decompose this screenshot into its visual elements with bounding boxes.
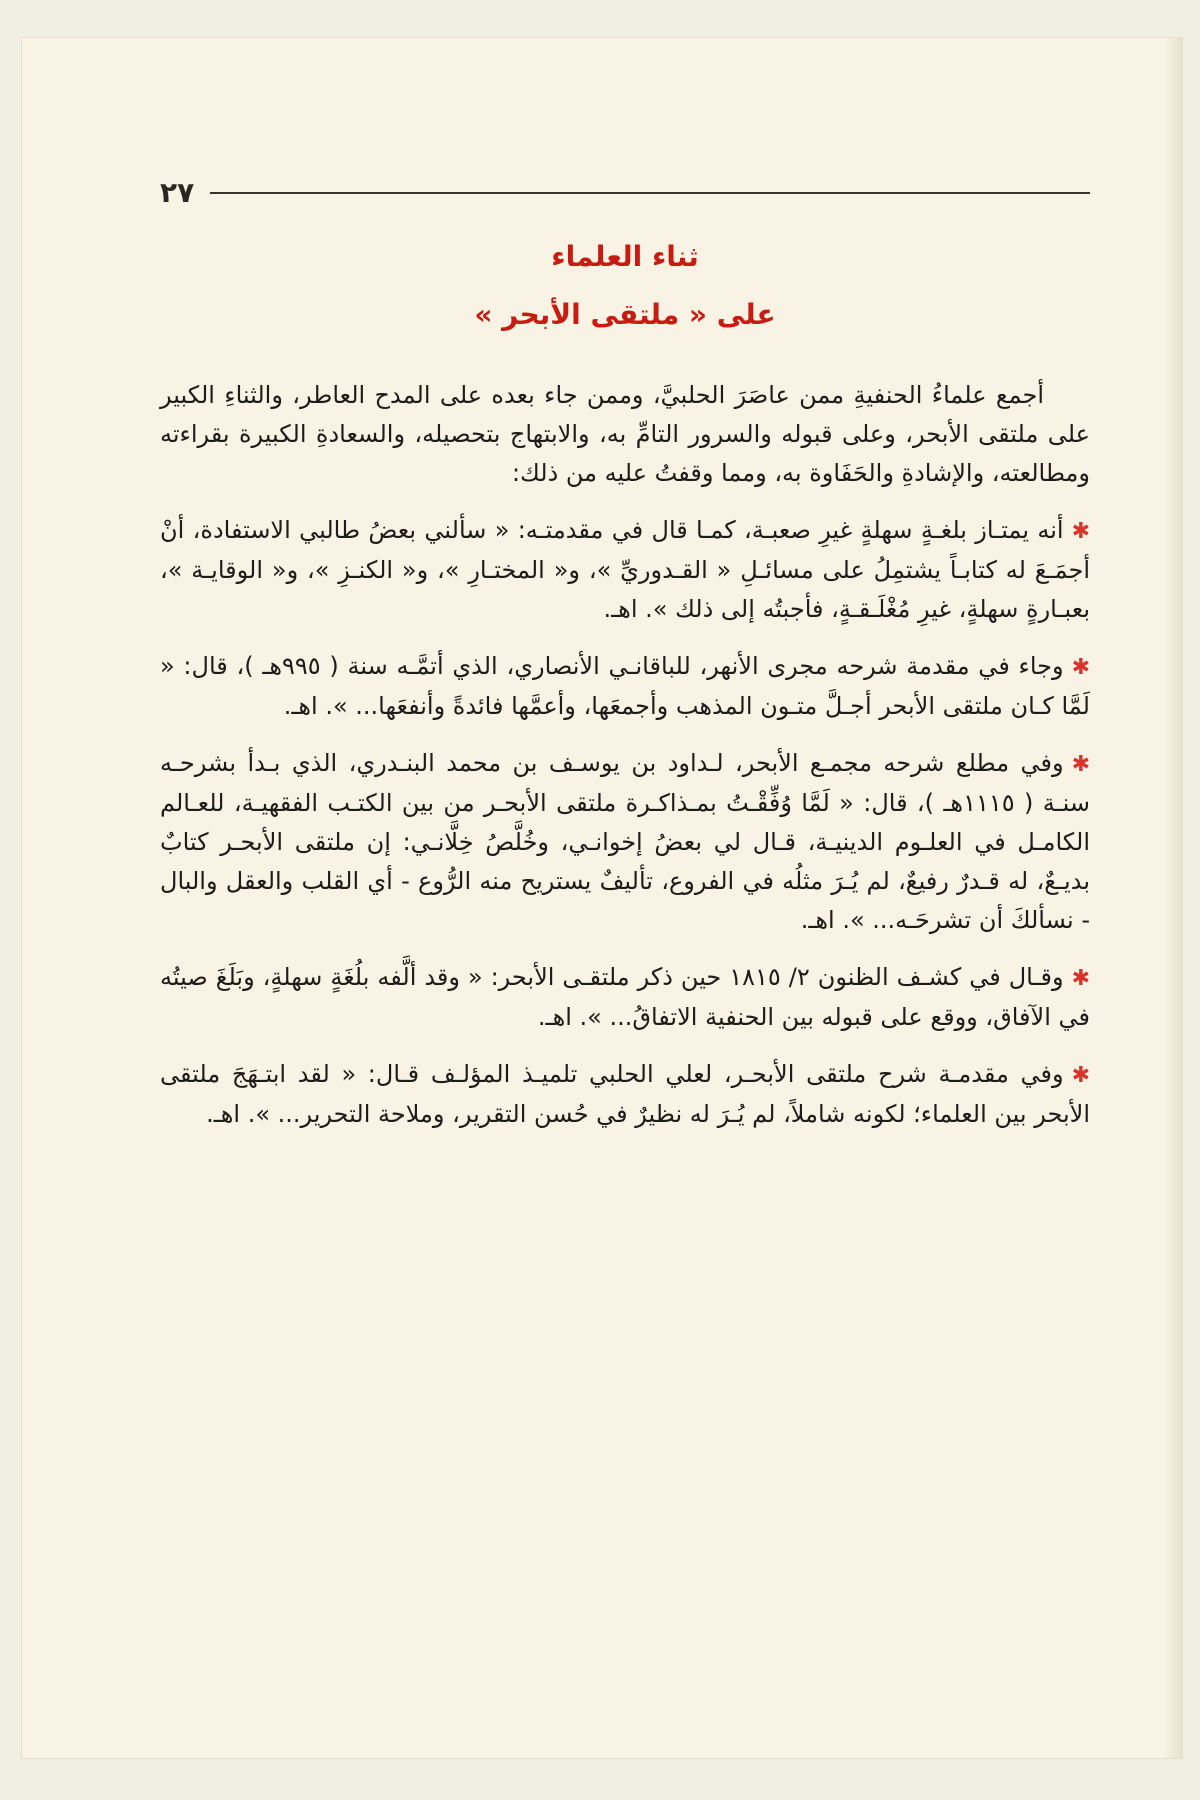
section-title: ثناء العلماء [551, 240, 699, 273]
body-text [160, 376, 1090, 1152]
paragraph-text: وقـال في كشـف الظنون ٢/ ١٨١٥ حين ذكر ملتقـى الأبحر: « وقد ألَّفه بلُغَةٍ سهلةٍ، وبَلَغَ صيتُه في الآفاق، ووقع على قبوله بين الحنفية الاتفاقُ... ». اهـ. [160, 963, 1090, 1031]
header-rule [210, 192, 1090, 194]
paragraph-quote [160, 1055, 1090, 1134]
paragraph-quote [160, 958, 1090, 1037]
paragraph-text: وفي مطلع شرحه مجمـع الأبحر، لـداود بن يوسـف بن محمد البنـدري، الذي بـدأ بشرحـه سنـة ( ١١١٥هـ )، قال: « لَمَّا وُفِّقْـتُ بمـذاكـرة ملتقى الأبحـر من بين الكتـب الفقهيـة، للعـالم الكامـل في العلـوم الدينيـة، قـال لي بعضُ إخوانـي، وخُلَّصُ خِلَّانـي: إن ملتقى الأبحـر كتابٌ بديـعٌ، له قـدرٌ رفيعٌ، لم يُـرَ مثلُه في الفروع، تأليفٌ يستريح منه الرُّوع - أي القلب والعقل والبال - نسألكَ أن تشرحَـه... ». اهـ. [160, 749, 1090, 934]
page-number: ٢٧ [160, 176, 195, 209]
star-bullet-icon: ✱ [1071, 752, 1090, 777]
paragraph-quote [160, 647, 1090, 726]
paragraph-text: وفي مقدمـة شرح ملتقى الأبحـر، لعلي الحلبي تلميـذ المؤلـف قـال: « لقد ابتـهَجَ ملتقى الأبحر بين العلماء؛ لكونه شاملاً، لم يُـرَ له نظيرٌ في حُسن التقرير، وملاحة التحرير... ». اهـ. [160, 1060, 1090, 1128]
paragraph-text: وجاء في مقدمة شرحه مجرى الأنهر، للباقانـي الأنصاري، الذي أتمَّـه سنة ( ٩٩٥هـ )، قال: « لَمَّا كـان ملتقى الأبحر أجـلَّ متـون المذهب وأجمعَها، وأعمَّها فائدةً وأنفعَها... ». اهـ. [160, 652, 1090, 720]
paragraph-text: أجمع علماءُ الحنفيةِ ممن عاصَرَ الحلبيَّ، وممن جاء بعده على المدح العاطر، والثناءِ الكبير على ملتقى الأبحر، وعلى قبوله والسرور التامِّ به، والابتهاج بتحصيله، والسعادةِ الكبيرة بقراءته ومطالعته، والإشادةِ والحَفَاوة به، ومما وقفتُ عليه من ذلك: [160, 381, 1090, 487]
star-bullet-icon: ✱ [1071, 519, 1090, 544]
star-bullet-icon: ✱ [1071, 966, 1091, 991]
star-bullet-icon: ✱ [1071, 1063, 1090, 1088]
star-bullet-icon: ✱ [1071, 655, 1090, 680]
paragraph-quote [160, 511, 1090, 629]
paragraph-text: أنه يمتـاز بلغـةٍ سهلةٍ غيرِ صعبـة، كمـا قال في مقدمتـه: « سألني بعضُ طالبي الاستفادة، أنْ أجمَـعَ له كتابـاً يشتمِلُ على مسائـلِ « القـدوريِّ »، و« المختـارِ »، و« الكنـزِ »، و« الوقايـة »، بعبـارةٍ سهلةٍ، غيرِ مُغْلَـقـةٍ، فأجبتُه إلى ذلك ». اهـ. [160, 516, 1090, 623]
page-header [160, 178, 1090, 208]
section-subtitle: على « ملتقى الأبحر » [474, 298, 776, 331]
paragraph-quote [160, 744, 1090, 940]
paragraph-intro [160, 376, 1090, 493]
